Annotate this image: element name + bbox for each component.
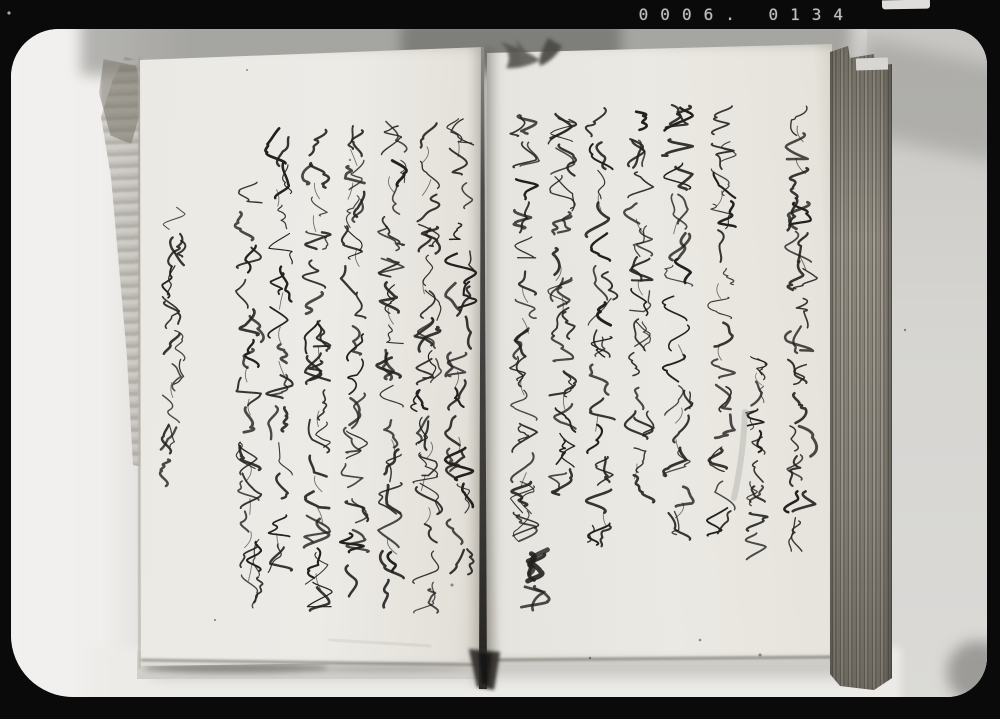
- film-dust-speck: [7, 11, 10, 14]
- film-edge-notch: [882, 0, 930, 9]
- fanned-page-edges-shading: [830, 44, 892, 692]
- photo-print: [11, 29, 987, 697]
- right-page: [483, 41, 835, 665]
- page-stack-shadow-2: [311, 666, 476, 672]
- fanned-page-top-tab: [856, 57, 888, 70]
- film-frame-counter: 0006. 0134: [638, 5, 855, 24]
- left-page: [136, 43, 492, 671]
